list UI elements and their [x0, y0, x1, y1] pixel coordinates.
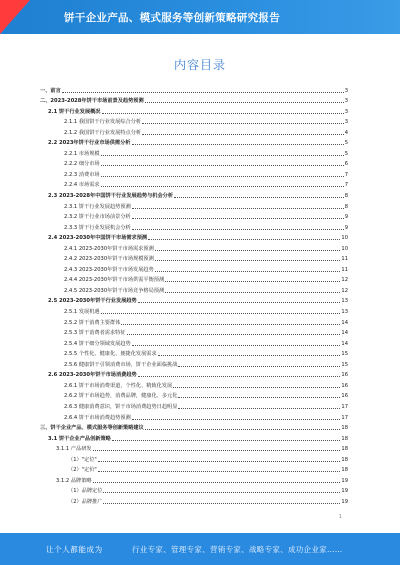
toc-entry-page: 3 — [344, 98, 348, 105]
toc-entry[interactable] — [40, 496, 348, 507]
toc-dot-leader — [98, 461, 341, 462]
footer-roles: 行业专家、管理专家、营销专家、战略专家、成功企业家…… — [132, 545, 343, 554]
toc-entry-page: 17 — [341, 403, 348, 410]
toc-entry-label: 2.4.1 2023-2030年饼干市场需求预测 — [64, 245, 154, 252]
toc-entry[interactable] — [40, 190, 348, 201]
toc-dot-leader — [98, 471, 341, 472]
toc-dot-leader — [173, 387, 340, 388]
toc-dot-leader — [132, 345, 341, 346]
toc-entry-page: 19 — [341, 477, 348, 484]
toc-entry-page: 14 — [341, 330, 348, 337]
toc-entry-page: 18 — [341, 435, 348, 442]
header-accent-triangle — [0, 0, 30, 34]
toc-entry-label: 2.6.4 饼干市场消费趋势预测 — [64, 414, 131, 421]
toc-entry[interactable] — [40, 433, 348, 444]
toc-entry-page: 12 — [341, 287, 348, 294]
toc-entry[interactable] — [40, 180, 348, 191]
toc-entry-label: （1）品牌定位 — [68, 488, 103, 495]
toc-dot-leader — [132, 144, 344, 145]
toc-dot-leader — [132, 229, 344, 230]
toc-dot-leader — [62, 92, 344, 93]
toc-entry-page: 13 — [341, 309, 348, 316]
toc-entry-label: 3.1.2 品牌策略 — [56, 477, 92, 484]
toc-dot-leader — [178, 397, 340, 398]
toc-entry[interactable] — [40, 285, 348, 296]
toc-entry[interactable] — [40, 148, 348, 159]
toc-entry[interactable] — [40, 412, 348, 423]
toc-entry[interactable] — [40, 317, 348, 328]
toc-entry-label: 2.2.2 细分市场 — [64, 161, 100, 168]
toc-dot-leader — [93, 450, 341, 451]
toc-entry[interactable] — [40, 349, 348, 360]
toc-dot-leader — [178, 366, 340, 367]
toc-entry-label: 三、饼干企业产品、模式服务等创新策略建议 — [40, 425, 144, 432]
toc-entry-label: （2）"定价" — [68, 467, 97, 474]
toc-entry-label: 2.6.3 健康消费意识，饼干市场消费趋势日趋明显 — [64, 403, 178, 410]
toc-entry[interactable] — [40, 254, 348, 265]
toc-entry-page: 16 — [341, 382, 348, 389]
toc-entry-label: 2.2 2023年饼干行业市场供需分析 — [48, 140, 131, 147]
toc-entry-page: 11 — [341, 256, 348, 263]
toc-entry-page: 18 — [341, 425, 348, 432]
toc-entry-label: 2.4.5 2023-2030年饼干市场竞争格局预测 — [64, 287, 165, 294]
toc-entry[interactable] — [40, 96, 348, 107]
toc-entry-page: 11 — [341, 266, 348, 273]
toc-dot-leader — [93, 482, 341, 483]
toc-entry-page: 9 — [344, 214, 348, 221]
toc-entry[interactable] — [40, 275, 348, 286]
toc-entry-page: 17 — [341, 414, 348, 421]
toc-dot-leader — [132, 218, 344, 219]
toc-entry-label: 2.6.2 饼干市场趋势，消费品牌，健康化、多元化 — [64, 393, 178, 400]
table-of-contents — [40, 85, 348, 507]
toc-entry[interactable] — [40, 233, 348, 244]
toc-dot-leader — [102, 113, 344, 114]
toc-dot-leader — [138, 376, 341, 377]
toc-entry-label: 二、2023-2028年饼干市场前景及趋势预测 — [40, 98, 144, 105]
toc-dot-leader — [101, 186, 344, 187]
toc-dot-leader — [103, 503, 340, 504]
toc-entry[interactable] — [40, 169, 348, 180]
toc-title: 内容目录 — [173, 58, 226, 72]
toc-entry-page: 3 — [344, 119, 348, 126]
toc-entry-page: 18 — [341, 467, 348, 474]
toc-entry-page: 16 — [341, 393, 348, 400]
toc-entry[interactable] — [40, 380, 348, 391]
toc-entry-page: 10 — [341, 235, 348, 242]
toc-dot-leader — [112, 440, 341, 441]
toc-entry-label: 2.5.3 饼干消费者需求特征 — [64, 330, 126, 337]
toc-entry[interactable] — [40, 328, 348, 339]
toc-dot-leader — [121, 324, 340, 325]
toc-entry-label: 2.4.4 2023-2030年饼干市场供需平衡预测 — [64, 277, 165, 284]
toc-entry-page: 18 — [341, 446, 348, 453]
toc-entry-label: 2.2.1 市场规模 — [64, 150, 100, 157]
toc-entry-label: 2.3.1 饼干行业发展趋势预测 — [64, 203, 131, 210]
toc-entry-label: 2.3.3 饼干行业发展机会分析 — [64, 224, 131, 231]
toc-dot-leader — [155, 260, 341, 261]
toc-entry[interactable] — [40, 454, 348, 465]
toc-entry-page: 4 — [344, 129, 348, 136]
toc-entry-label: 2.1.2 我国饼干行业发展特点分析 — [64, 129, 142, 136]
toc-entry-label: 2.2.3 消费市场 — [64, 171, 100, 178]
toc-entry-label: 3.1.1 产品研发 — [56, 446, 92, 453]
toc-dot-leader — [142, 134, 344, 135]
toc-entry-label: 3.1 饼干企业产品创新策略 — [48, 435, 111, 442]
toc-entry[interactable] — [40, 475, 348, 486]
toc-entry[interactable] — [40, 222, 348, 233]
toc-entry[interactable] — [40, 106, 348, 117]
report-header — [0, 0, 400, 34]
toc-dot-leader — [145, 102, 344, 103]
toc-dot-leader — [155, 271, 341, 272]
footer-banner — [0, 533, 400, 565]
toc-entry-page: 3 — [344, 87, 348, 94]
toc-entry-label: （1）"定位" — [68, 456, 97, 463]
toc-dot-leader — [127, 334, 341, 335]
toc-entry-label: 2.3.2 饼干行业市场前景分析 — [64, 214, 131, 221]
toc-entry-label: 2.3 2023-2028年中国饼干行业发展趋势与机会分析 — [48, 193, 174, 200]
toc-dot-leader — [132, 419, 341, 420]
toc-entry[interactable] — [40, 117, 348, 128]
toc-entry-label: 2.4 2023-2030年中国饼干市场需求预测 — [48, 235, 148, 242]
toc-dot-leader — [165, 292, 340, 293]
toc-entry-page: 16 — [341, 372, 348, 379]
toc-dot-leader — [178, 408, 340, 409]
toc-entry-page: 18 — [341, 456, 348, 463]
toc-dot-leader — [142, 123, 344, 124]
report-title: 饼干企业产品、模式服务等创新策略研究报告 — [64, 12, 280, 24]
toc-entry-page: 7 — [344, 171, 348, 178]
toc-dot-leader — [158, 355, 341, 356]
toc-entry-label: 2.5.2 饼干消费主要群体 — [64, 319, 121, 326]
toc-entry-label: 2.6.1 饼干市场消费渠道，个性化、精致化发展 — [64, 382, 173, 389]
toc-dot-leader — [101, 155, 344, 156]
toc-entry[interactable] — [40, 243, 348, 254]
toc-entry[interactable] — [40, 391, 348, 402]
toc-entry-label: 2.1.1 我国饼干行业发展综合分析 — [64, 119, 142, 126]
toc-entry[interactable] — [40, 359, 348, 370]
toc-entry[interactable] — [40, 296, 348, 307]
toc-dot-leader — [174, 197, 344, 198]
toc-entry-label: 2.5.4 饼干细分领域发展趋势 — [64, 340, 131, 347]
toc-entry-page: 6 — [344, 161, 348, 168]
toc-entry-label: 2.4.2 2023-2030年饼干市场规模预测 — [64, 256, 154, 263]
toc-entry-page: 3 — [344, 108, 348, 115]
toc-entry-page: 19 — [341, 498, 348, 505]
toc-dot-leader — [155, 250, 341, 251]
toc-entry-page: 19 — [341, 488, 348, 495]
toc-entry[interactable] — [40, 159, 348, 170]
toc-entry-page: 12 — [341, 277, 348, 284]
toc-entry[interactable] — [40, 465, 348, 476]
toc-entry-page: 8 — [344, 193, 348, 200]
toc-entry-label: 2.4.3 2023-2030年饼干市场发展趋势 — [64, 266, 154, 273]
toc-entry-page: 7 — [344, 182, 348, 189]
toc-entry[interactable] — [40, 370, 348, 381]
toc-entry-label: 2.5 2023-2030年饼干行业发展趋势 — [48, 298, 137, 305]
toc-entry[interactable] — [40, 486, 348, 497]
toc-dot-leader — [138, 302, 341, 303]
toc-entry[interactable] — [40, 264, 348, 275]
toc-entry-label: 2.6 2023-2030年饼干市场消费趋势 — [48, 372, 137, 379]
toc-entry-label: 2.5.1 发展机遇 — [64, 309, 100, 316]
toc-entry[interactable] — [40, 306, 348, 317]
toc-dot-leader — [148, 239, 340, 240]
toc-entry-label: 2.1 饼干行业发展概况 — [48, 108, 101, 115]
toc-entry[interactable] — [40, 338, 348, 349]
toc-entry[interactable] — [40, 423, 348, 434]
toc-entry[interactable] — [40, 444, 348, 455]
toc-dot-leader — [101, 176, 344, 177]
toc-entry-page: 8 — [344, 203, 348, 210]
toc-dot-leader — [101, 165, 344, 166]
toc-entry-page: 5 — [344, 150, 348, 157]
toc-entry-page: 10 — [341, 245, 348, 252]
toc-dot-leader — [101, 313, 341, 314]
toc-entry-label: 2.5.5 个性化、健康化、便捷化发展需求 — [64, 351, 157, 358]
toc-entry-page: 14 — [341, 340, 348, 347]
toc-entry-page: 5 — [344, 140, 348, 147]
toc-entry[interactable] — [40, 401, 348, 412]
toc-dot-leader — [165, 281, 340, 282]
toc-entry-page: 15 — [341, 351, 348, 358]
toc-entry-page: 9 — [344, 224, 348, 231]
toc-entry[interactable] — [40, 85, 348, 96]
toc-dot-leader — [132, 208, 344, 209]
toc-entry-label: 一、前言 — [40, 87, 61, 94]
footer-slogan: 让个人都能成为 — [46, 545, 103, 554]
toc-entry[interactable] — [40, 212, 348, 223]
toc-entry-label: （2）品牌推广 — [68, 498, 103, 505]
toc-dot-leader — [145, 429, 341, 430]
toc-entry-label: 2.5.6 健康饼干引领消费市场，饼干企业面临挑战 — [64, 361, 178, 368]
toc-entry[interactable] — [40, 201, 348, 212]
page-marker: 1 — [338, 514, 342, 520]
toc-entry[interactable] — [40, 138, 348, 149]
toc-entry-page: 14 — [341, 319, 348, 326]
toc-entry[interactable] — [40, 127, 348, 138]
toc-dot-leader — [103, 492, 340, 493]
toc-entry-page: 15 — [341, 361, 348, 368]
toc-entry-label: 2.2.4 市场需求 — [64, 182, 100, 189]
toc-entry-page: 13 — [341, 298, 348, 305]
